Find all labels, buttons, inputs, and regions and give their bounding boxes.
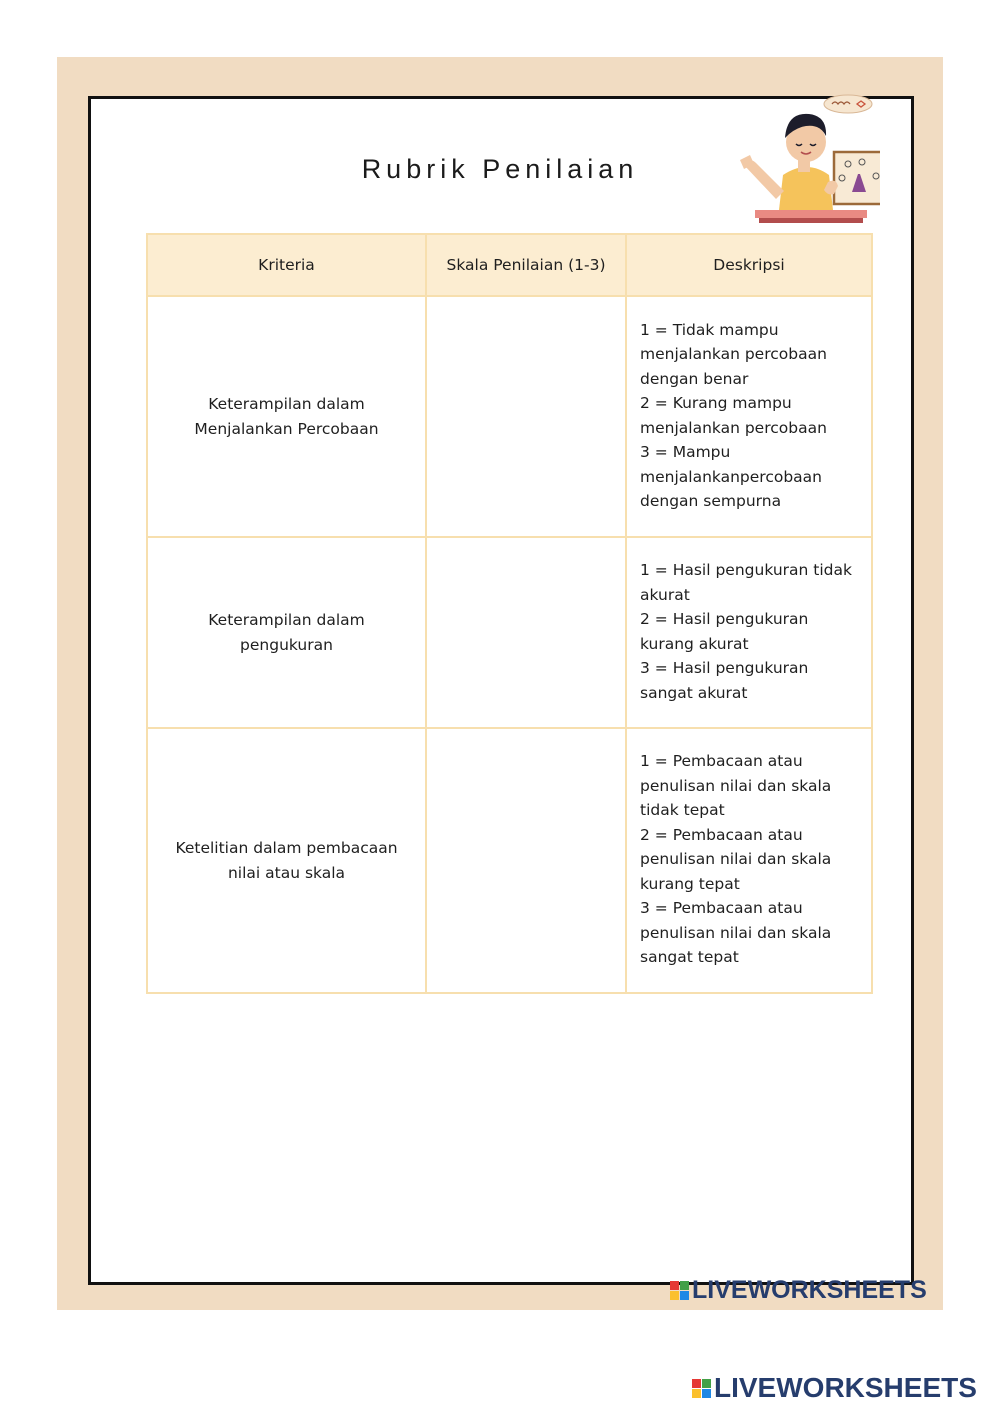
kriteria-cell: Ketelitian dalam pembacaan nilai atau skala [147, 728, 426, 993]
skala-cell[interactable] [426, 296, 626, 537]
description-line: 3 = Hasil pengukuran sangat akurat [640, 659, 809, 702]
skala-cell[interactable] [426, 728, 626, 993]
description-line: 1 = Tidak mampu menjalankan percobaan dengan benar [640, 320, 827, 388]
header-kriteria: Kriteria [147, 234, 426, 296]
logo-text: LIVEWORKSHEETS [692, 1276, 927, 1304]
page-title: Rubrik Penilaian [361, 154, 639, 184]
deskripsi-cell [626, 296, 872, 537]
kriteria-cell: Keterampilan dalam Menjalankan Percobaan [147, 296, 426, 537]
description-line: 2 = Pembacaan atau penulisan nilai dan skala kurang tepat [640, 825, 832, 893]
description-line: 3 = Pembacaan atau penulisan nilai dan skala sangat tepat [640, 899, 832, 967]
liveworksheets-logo-icon [692, 1379, 711, 1398]
header-deskripsi: Deskripsi [626, 234, 872, 296]
logo-text: LIVEWORKSHEETS [714, 1372, 977, 1403]
description-line: 1 = Hasil pengukuran tidak akurat [640, 561, 852, 604]
deskripsi-cell [626, 537, 872, 728]
table-row [147, 728, 872, 993]
kriteria-cell: Keterampilan dalam pengukuran [147, 537, 426, 728]
skala-cell[interactable] [426, 537, 626, 728]
description-line: 2 = Hasil pengukuran kurang akurat [640, 610, 809, 653]
description-line: 2 = Kurang mampu menjalankan percobaan [640, 394, 827, 437]
header-skala: Skala Penilaian (1-3) [426, 234, 626, 296]
table-row [147, 537, 872, 728]
liveworksheets-logo-icon [670, 1281, 689, 1300]
table-header-row [147, 234, 872, 296]
deskripsi-cell [626, 728, 872, 993]
rubric-table [146, 233, 873, 994]
table-row [147, 296, 872, 537]
description-line: 1 = Pembacaan atau penulisan nilai dan skala tidak tepat [640, 752, 832, 820]
description-line: 3 = Mampu menjalankanpercobaan dengan sempurna [640, 443, 822, 510]
liveworksheets-logo [670, 1276, 927, 1305]
teacher-illustration-icon [730, 90, 880, 235]
liveworksheets-logo [692, 1372, 977, 1404]
